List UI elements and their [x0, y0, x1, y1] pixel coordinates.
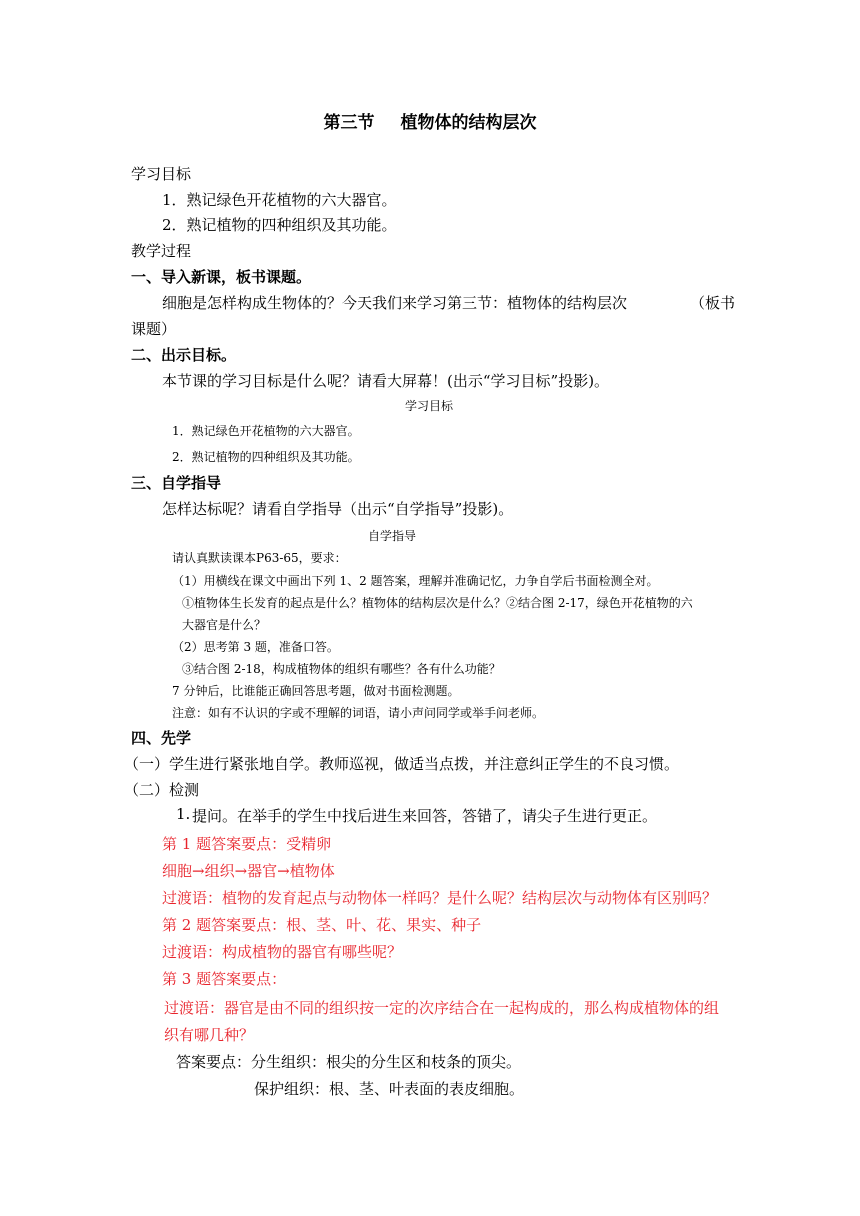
answer-line: 细胞→组织→器官→植物体 [162, 862, 335, 880]
guide-line: （2）思考第 3 题，准备口答。 [172, 640, 339, 654]
goal-item-1: 1．熟记绿色开花植物的六大器官。 [162, 191, 397, 209]
section-3-text: 怎样达标呢？请看自学指导（出示“自学指导”投影)。 [162, 500, 514, 518]
section-1-heading: 一、导入新课，板书课题。 [131, 268, 312, 286]
section-4-para-1: （一）学生进行紧张地自学。教师巡视，做适当点拨，并注意纠正学生的不良习惯。 [124, 755, 680, 773]
section-1-note-cont: 课题） [131, 320, 177, 338]
title-section-number: 第三节 [323, 113, 375, 133]
projection-guide-title: 自学指导 [368, 529, 417, 543]
guide-line: 请认真默读课本P63-65，要求： [172, 551, 347, 565]
projection-goals-title: 学习目标 [405, 399, 454, 413]
guide-line: 大器官是什么？ [182, 618, 267, 632]
answer-line: 过渡语：植物的发育起点与动物体一样吗？是什么呢？结构层次与动物体有区别吗？ [162, 889, 718, 907]
projection-goal-2: 2．熟记植物的四种组织及其功能。 [172, 450, 360, 464]
guide-line: 7 分钟后，比谁能正确回答思考题，做对书面检测题。 [172, 684, 460, 698]
section-4-heading: 四、先学 [131, 729, 192, 747]
answer-meristem: 答案要点：分生组织：根尖的分生区和枝条的顶尖。 [176, 1053, 522, 1071]
page-title [0, 108, 860, 133]
guide-line: （1）用横线在课文中画出下列 1、2 题答案，理解并准确记忆，力争自学后书面检测全对。 [172, 574, 659, 588]
answer-line: 第 2 题答案要点：根、茎、叶、花、果实、种子 [162, 916, 482, 934]
question-1-text: 提问。在举手的学生中找后进生来回答，答错了，请尖子生进行更正。 [192, 807, 658, 825]
question-1-number: 1. [176, 805, 191, 823]
goal-item-2: 2．熟记植物的四种组织及其功能。 [162, 216, 397, 234]
transition-para-line-2: 织有哪几种？ [164, 1026, 255, 1044]
answer-protective: 保护组织：根、茎、叶表面的表皮细胞。 [254, 1080, 525, 1098]
section-1-text: 细胞是怎样构成生物体的？今天我们来学习第三节：植物体的结构层次 [162, 294, 628, 312]
process-heading: 教学过程 [131, 242, 192, 260]
section-3-heading: 三、自学指导 [131, 474, 222, 492]
goals-heading: 学习目标 [131, 165, 192, 183]
projection-goal-1: 1．熟记绿色开花植物的六大器官。 [172, 424, 360, 438]
answer-line: 第 3 题答案要点： [162, 970, 287, 988]
section-2-text: 本节课的学习目标是什么呢？请看大屏幕！(出示“学习目标”投影)。 [162, 372, 610, 390]
section-2-heading: 二、出示目标。 [131, 346, 237, 364]
transition-para-line-1: 过渡语：器官是由不同的组织按一定的次序结合在一起构成的，那么构成植物体的组 [164, 999, 720, 1017]
guide-line: ①植物体生长发育的起点是什么？植物体的结构层次是什么？②结合图 2-17，绿色开花植物的六 [182, 596, 693, 610]
answer-line: 过渡语：构成植物的器官有哪些呢？ [162, 943, 403, 961]
guide-line: 注意：如有不认识的字或不理解的词语，请小声问同学或举手问老师。 [172, 706, 545, 720]
guide-line: ③结合图 2-18，构成植物体的组织有哪些？各有什么功能？ [182, 662, 501, 676]
title-topic: 植物体的结构层次 [400, 113, 537, 133]
section-4-para-2: （二）检测 [124, 781, 200, 799]
answer-line: 第 1 题答案要点：受精卵 [162, 835, 332, 853]
section-1-note: （板书 [690, 294, 736, 312]
